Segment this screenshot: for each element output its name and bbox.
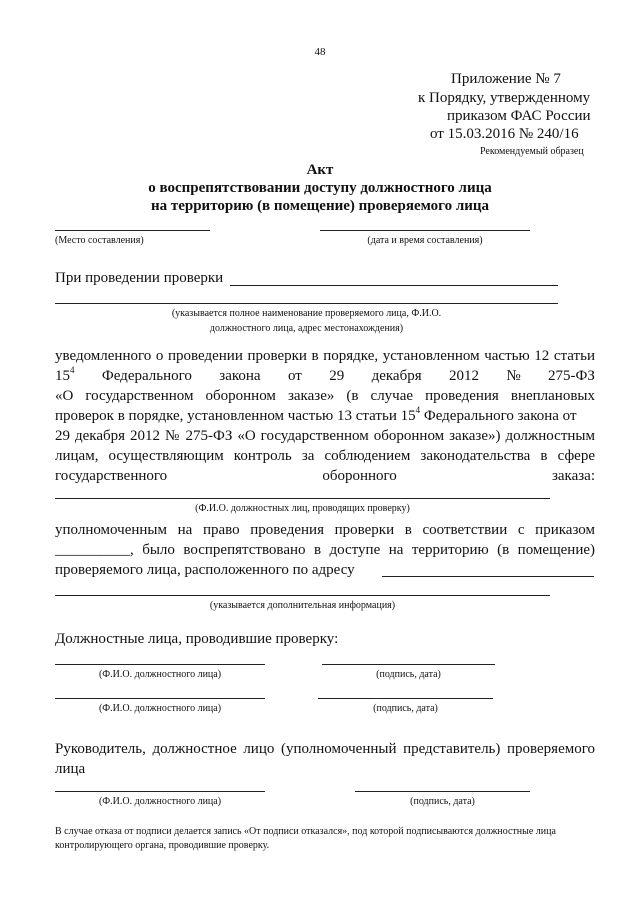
doc-title-line2: о воспрепятствовании доступу должностного лица [148,180,492,196]
footnote-line1: В случае отказа от подписи делается запись «От подписи отказался», под которой подписываются должностные лица [55,826,556,837]
head-line1: Руководитель, должностное лицо (уполномоченный представитель) проверяемого [55,741,595,757]
head-signature-caption: (подпись, дата) [410,796,475,807]
head-signature-line [355,791,530,792]
paragraph1-line6: лицам, осуществляющим контроль за соблюдением законодательства в сфере [55,448,595,464]
official1-signature-caption: (подпись, дата) [376,669,441,680]
paragraph2-line3: проверяемого лица, расположенного по адресу [55,562,355,578]
additional-line [55,595,550,596]
official2-signature-line [318,698,493,699]
entity-caption-2: должностного лица, адрес местонахождения) [209,323,404,334]
paragraph2-line1: уполномоченным на право проведения проверки в соответствии с приказом [55,522,595,538]
sample-note: Рекомендуемый образец [480,146,584,157]
inspection-label: При проведении проверки [55,270,224,286]
official1-signature-line [322,664,495,665]
address-line [382,576,594,577]
datetime-line [320,230,530,231]
doc-title-line3: на территорию (в помещение) проверяемого лица [150,198,490,214]
entity-caption-1: (указывается полное наименование проверяемого лица, Ф.И.О. [171,308,442,319]
place-caption: (Место составления) [55,235,144,246]
footnote-line2: контролирующего органа, проводившие проверку. [55,840,270,851]
datetime-caption: (дата и время составления) [367,235,483,246]
appendix-order-date: от 15.03.2016 № 240/16 [430,126,579,142]
paragraph2-line2: __________ , было воспрепятствовано в доступе на территорию (в помещение) [55,542,595,558]
place-line [55,230,210,231]
head-line2: лица [55,761,86,777]
officials-line [55,498,550,499]
paragraph1-line4: проверок в порядке, установленном частью 13 статьи $15^4$ Федерального закона от [55,405,577,424]
official2-signature-caption: (подпись, дата) [373,703,438,714]
official2-fio-caption: (Ф.И.О. должностного лица) [98,703,222,714]
official1-fio-line [55,664,265,665]
appendix-order-issuer: приказом ФАС России [447,108,591,124]
inspection-line-2 [55,303,558,304]
officials-heading: Должностные лица, проводившие проверку: [55,631,339,647]
official1-fio-caption: (Ф.И.О. должностного лица) [98,669,222,680]
appendix-number: Приложение № 7 [451,71,561,87]
paragraph1-line7: государственного оборонного заказа: [55,468,595,484]
officials-caption: (Ф.И.О. должностных лиц, проводящих проверку) [195,503,410,514]
paragraph1-line2: $15^4$ Федерального закона от 29 декабря 2012 № 275-ФЗ [55,365,595,384]
head-fio-caption: (Ф.И.О. должностного лица) [98,796,222,807]
appendix-order-ref: к Порядку, утвержденному [418,90,591,106]
official2-fio-line [55,698,265,699]
inspection-line [230,285,558,286]
page-number: 48 [314,46,326,58]
paragraph1-line1: уведомленного о проведении проверки в порядке, установленном частью 12 статьи [55,348,595,364]
paragraph1-line5: 29 декабря 2012 № 275-ФЗ «О государственном оборонном заказе») должностным [55,428,595,444]
paragraph1-line3: «О государственном оборонном заказе» (в случае проведения внеплановых [55,388,595,404]
head-fio-line [55,791,265,792]
additional-caption: (указывается дополнительная информация) [209,600,396,611]
doc-title: Акт [306,162,334,178]
